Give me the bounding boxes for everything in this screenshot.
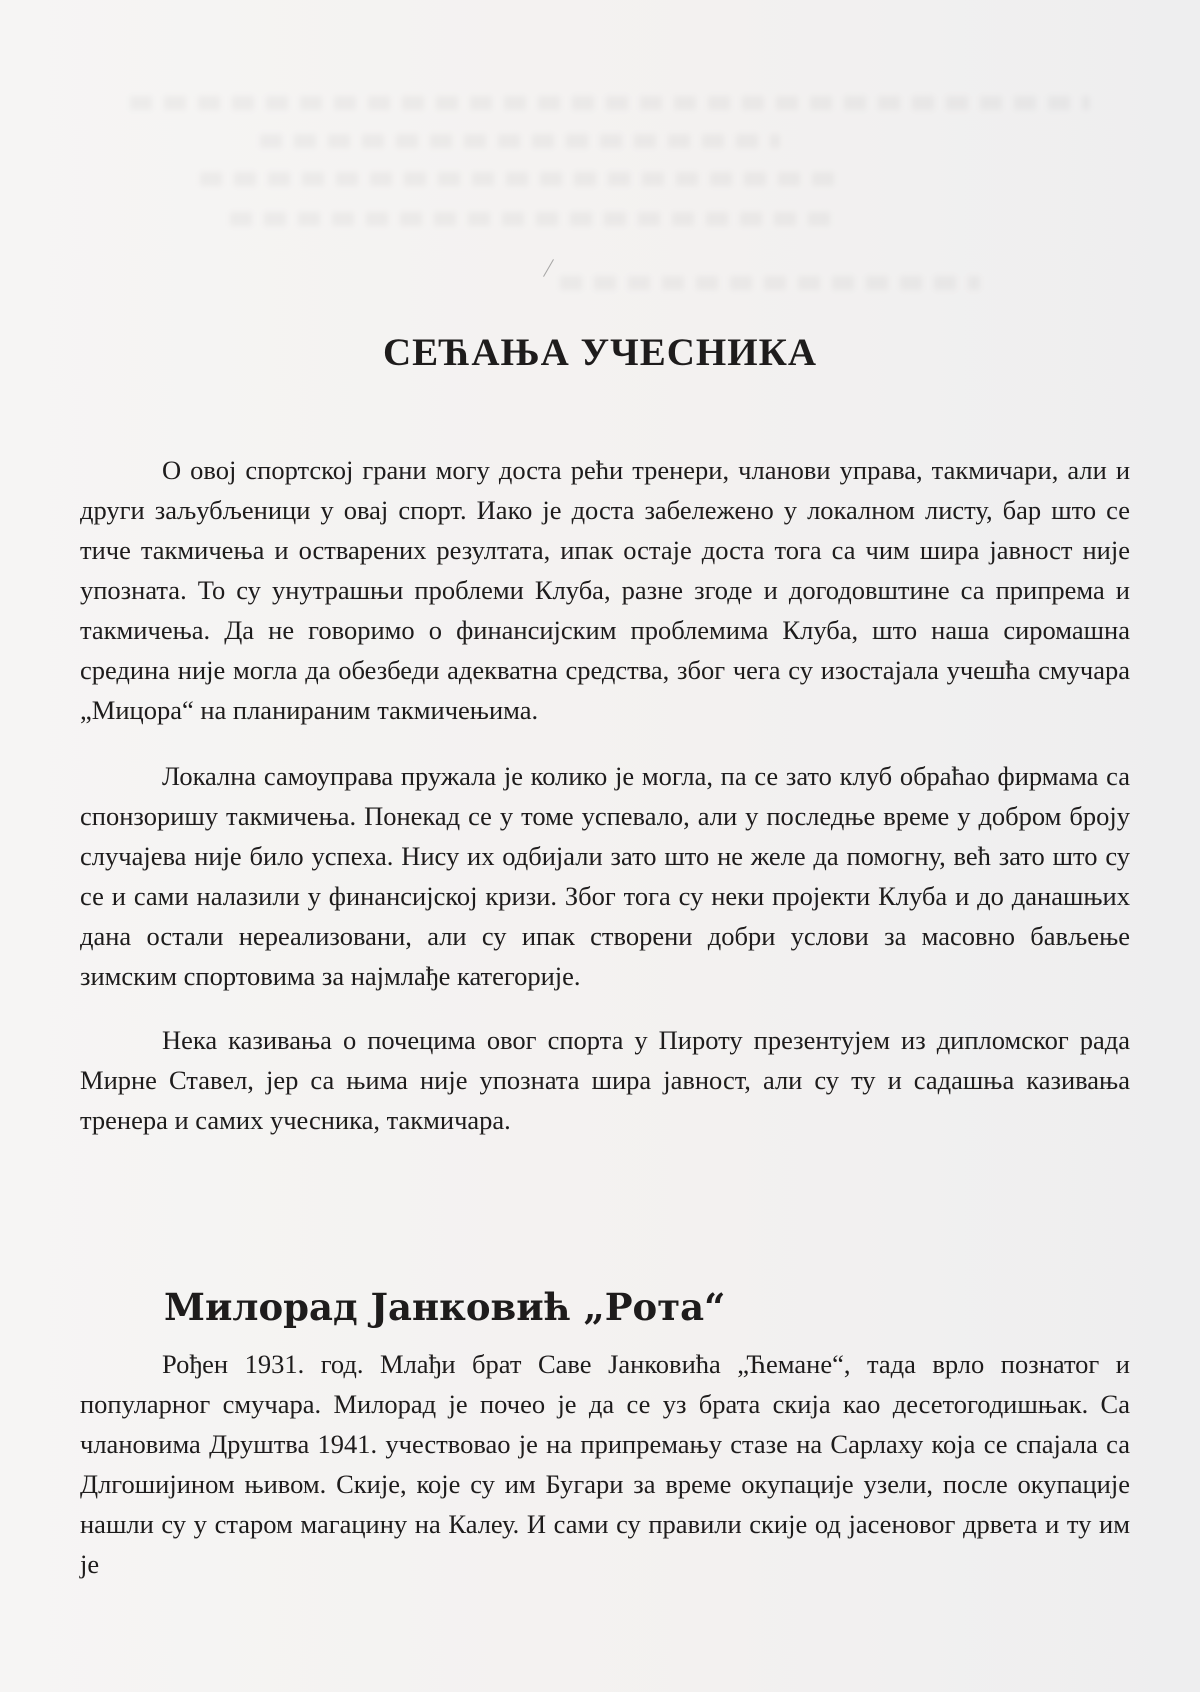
show-through-text: [230, 212, 830, 226]
section-paragraph-1: Рођен 1931. год. Млађи брат Саве Јанковића „Ћемане“, тада врло познатог и популарног смучара. Милорад је почео је да се уз брата скија као десетогодишњак. Са члановима Друштва 1941. учествовао је на припремању стазе на Сарлаху која се спајала са Длгошијином њивом. Скије, које су им Бугари за време окупације узели, после окупације нашли су у старом магацину на Калеу. И сами су правили скије од јасеновог дрвета и ту им је: [80, 1349, 1130, 1579]
intro-text: [80, 450, 1130, 1140]
page-title: СЕЋАЊА УЧЕСНИКА: [382, 331, 818, 374]
show-through-text: [560, 276, 980, 290]
section-text: [80, 1344, 1130, 1584]
paragraph-1: О овој спортској грани могу доста рећи тренери, чланови управа, такмичари, али и други заљубљеници у овај спорт. Иако је доста забележено у локалном листу, бар што се тиче такмичења и остварених резултата, ипак остаје доста тога са чим шира јавност није упозната. То су унутрашњи проблеми Клуба, разне згоде и догодовштине са припрема и такмичења. Да не говоримо о финансијским проблемима Клуба, што наша сиромашна средина није могла да обезбеди адекватна средства, због чега су изостајала учешћа смучара „Мицора“ на планираним такмичењима.: [80, 455, 1130, 725]
paragraph-2: Локална самоуправа пружала је колико је могла, па се зато клуб обраћао фирмама са спонзоришу такмичења. Понекад се у томе успевало, али у последње време у добром броју случајева није било успеха. Нису их одбијали зато што не желе да помогну, већ зато што су се и сами налазили у финансијској кризи. Због тога су неки пројекти Клуба и до данашњих дана остали нереализовани, али су ипак створени добри услови за масовно бављење зимским спортовима за најмлађе категорије.: [80, 761, 1130, 991]
show-through-text: [130, 96, 1090, 110]
pencil-mark: [543, 259, 554, 277]
section-heading: Милорад Јанковић „Рота“: [164, 1285, 726, 1329]
show-through-text: [260, 134, 780, 148]
paragraph-3: Нека казивања о почецима овог спорта у Пироту презентујем из дипломског рада Мирне Ставел, јер са њима није упозната шира јавност, али су ту и садашња казивања тренера и самих учесника, такмичара.: [80, 1025, 1130, 1135]
show-through-text: [200, 172, 840, 186]
